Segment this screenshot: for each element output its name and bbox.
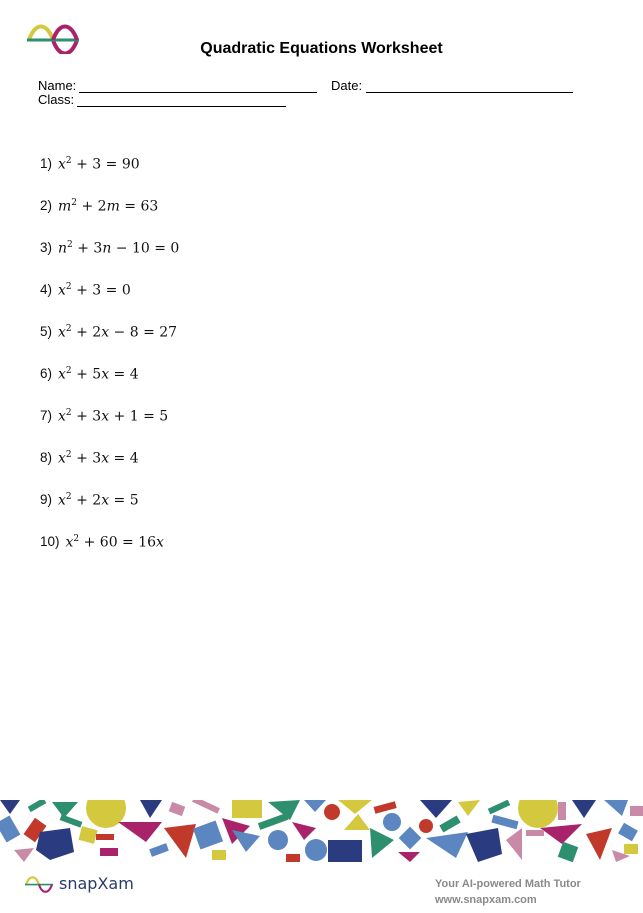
- variable: x: [101, 324, 110, 341]
- problem-number: 3): [40, 240, 53, 255]
- problem-number: 4): [40, 282, 53, 297]
- problem-item: [40, 450, 179, 492]
- problem-equation: [58, 240, 179, 257]
- problem-number: 2): [40, 198, 53, 213]
- equation-text: − 8 = 27: [109, 324, 178, 341]
- brand-name: snapXam: [59, 874, 134, 893]
- variable: x: [65, 534, 74, 551]
- exponent: 2: [73, 534, 80, 544]
- problem-item: [40, 492, 179, 534]
- problem-equation: [58, 198, 158, 215]
- problem-number: 6): [40, 366, 53, 381]
- name-label: Name:: [38, 78, 77, 93]
- problem-number: 9): [40, 492, 53, 507]
- equation-text: + 2: [71, 324, 102, 341]
- equation-text: + 1 = 5: [109, 408, 169, 425]
- problem-equation: [58, 282, 131, 299]
- variable: m: [58, 198, 72, 215]
- problem-number: 7): [40, 408, 53, 423]
- problem-equation: [58, 324, 177, 341]
- problem-equation: [58, 408, 168, 425]
- equation-text: + 3: [72, 240, 103, 257]
- class-field[interactable]: [38, 92, 74, 107]
- problem-number: 5): [40, 324, 53, 339]
- variable: x: [58, 408, 66, 425]
- tagline-text: Your AI-powered Math Tutor: [435, 878, 581, 890]
- equation-text: − 10 = 0: [111, 240, 180, 257]
- variable: x: [58, 492, 66, 509]
- variable: x: [58, 324, 66, 341]
- equation-text: + 60 = 16: [79, 534, 157, 551]
- problem-number: 1): [40, 156, 53, 171]
- problem-equation: [58, 156, 140, 173]
- equation-text: + 3 = 0: [71, 282, 131, 299]
- equation-text: + 3: [71, 408, 102, 425]
- exponent: 2: [65, 282, 72, 292]
- problem-item: [40, 366, 179, 408]
- variable: x: [101, 408, 110, 425]
- exponent: 2: [71, 198, 78, 208]
- equation-text: = 5: [109, 492, 139, 509]
- page-title: Quadratic Equations Worksheet: [200, 40, 443, 57]
- exponent: 2: [65, 408, 72, 418]
- equation-text: + 2: [77, 198, 107, 215]
- variable: x: [101, 366, 110, 383]
- problem-equation: [66, 534, 164, 551]
- problem-equation: [58, 366, 139, 383]
- variable: n: [102, 240, 112, 257]
- variable: x: [101, 450, 110, 467]
- problem-item: [40, 408, 179, 450]
- exponent: 2: [65, 450, 72, 460]
- name-field[interactable]: [38, 78, 76, 93]
- equation-text: = 63: [119, 198, 159, 215]
- exponent: 2: [65, 324, 72, 334]
- exponent: 2: [67, 240, 73, 250]
- equation-text: = 4: [109, 450, 139, 467]
- problem-equation: [58, 492, 139, 509]
- decorative-shapes-banner: [0, 800, 643, 862]
- variable: x: [58, 156, 66, 173]
- variable: n: [58, 240, 68, 257]
- problem-item: [40, 156, 179, 198]
- problem-item: [40, 198, 179, 240]
- variable: x: [58, 366, 66, 383]
- equation-text: + 3: [71, 450, 102, 467]
- date-label: Date:: [331, 78, 363, 93]
- footer-brand[interactable]: [25, 874, 134, 893]
- class-label: Class:: [38, 92, 75, 107]
- variable: x: [58, 450, 66, 467]
- footer-tagline: [435, 876, 581, 908]
- equation-text: + 3 = 90: [71, 156, 140, 173]
- variable: x: [101, 492, 110, 509]
- problem-number: 8): [40, 450, 53, 465]
- equation-text: + 2: [71, 492, 102, 509]
- exponent: 2: [65, 492, 72, 502]
- problem-item: [40, 534, 179, 576]
- problem-list: [40, 156, 179, 576]
- snapxam-footer-logo-icon: [25, 875, 53, 893]
- variable: x: [58, 282, 66, 299]
- website-link[interactable]: www.snapxam.com: [435, 894, 537, 906]
- variable: x: [156, 534, 164, 551]
- problem-item: [40, 282, 179, 324]
- problem-item: [40, 240, 179, 282]
- equation-text: + 5: [71, 366, 102, 383]
- exponent: 2: [65, 366, 72, 376]
- problem-equation: [58, 450, 139, 467]
- problem-number: 10): [40, 534, 60, 549]
- variable: m: [106, 198, 120, 215]
- equation-text: = 4: [109, 366, 139, 383]
- problem-item: [40, 324, 179, 366]
- exponent: 2: [65, 156, 72, 166]
- date-field[interactable]: [331, 78, 362, 93]
